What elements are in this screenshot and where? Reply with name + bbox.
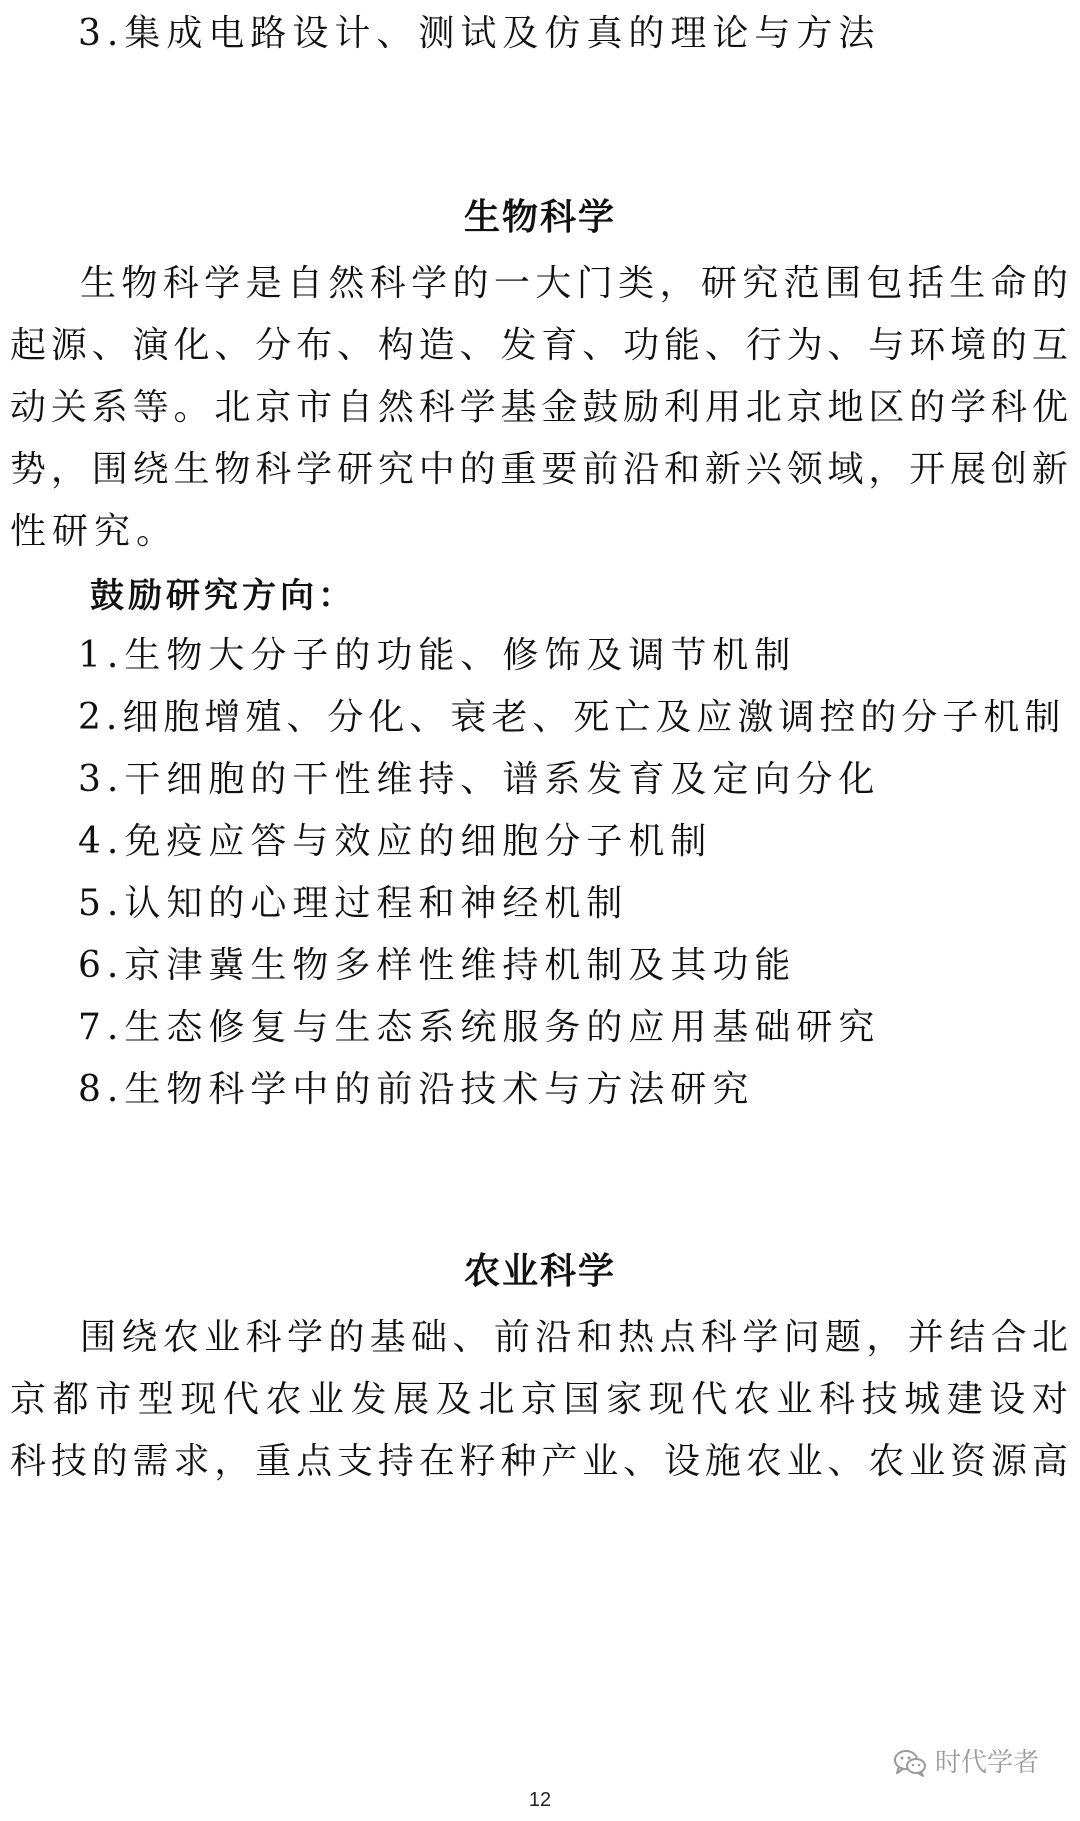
paragraph-line: 科 技 的 需 求 ， 重 点 支 持 在 籽 种 产 业 、 设 施 农 业 、 农 业 资 源 高 xyxy=(10,1441,1068,1482)
paragraph-line: 势 ， 围 绕 生 物 科 学 研 究 中 的 重 要 前 沿 和 新 兴 领 域 ， 开 展 创 新 xyxy=(10,449,1068,490)
paragraph-line: 性研究。 xyxy=(10,511,179,552)
list-item: 4.免疫应答与效应的细胞分子机制 xyxy=(78,821,713,862)
list-item: 3.干细胞的干性维持、谱系发育及定向分化 xyxy=(78,759,881,800)
paragraph-line: 京 都 市 型 现 代 农 业 发 展 及 北 京 国 家 现 代 农 业 科 技 城 建 设 对 xyxy=(10,1379,1068,1420)
paragraph-line: 围 绕 农 业 科 学 的 基 础 、 前 沿 和 热 点 科 学 问 题 ， 并 结 合 北 xyxy=(80,1317,1068,1358)
paragraph-line: 起 源 、 演 化 、 分 布 、 构 造 、 发 育 、 功 能 、 行 为 、 与 环 境 的 互 xyxy=(10,325,1068,366)
watermark-text: 时代学者 xyxy=(935,1748,1040,1778)
list-item: 6.京津冀生物多样性维持机制及其功能 xyxy=(78,945,797,986)
paragraph-line: 生 物 科 学 是 自 然 科 学 的 一 大 门 类 ， 研 究 范 围 包 括 生 命 的 xyxy=(80,263,1068,304)
list-item: 5.认知的心理过程和神经机制 xyxy=(78,883,629,924)
list-item: 3.集成电路设计、测试及仿真的理论与方法 xyxy=(78,13,881,54)
watermark xyxy=(893,1748,1039,1778)
directions-heading: 鼓励研究方向： xyxy=(90,576,356,616)
list-item: 8.生物科学中的前沿技术与方法研究 xyxy=(78,1069,755,1110)
page-number: 12 xyxy=(528,1789,552,1811)
section-title-agriculture: 农业科学 xyxy=(463,1251,616,1292)
section-title-biology: 生物科学 xyxy=(463,197,616,238)
list-item: 7.生态修复与生态系统服务的应用基础研究 xyxy=(78,1007,881,1048)
list-item: 2.细胞增殖、分化、衰老、死亡及应激调控的分子机制 xyxy=(78,697,1066,738)
wechat-icon xyxy=(893,1748,927,1778)
list-item: 1.生物大分子的功能、修饰及调节机制 xyxy=(78,635,797,676)
paragraph-line: 动 关 系 等 。 北 京 市 自 然 科 学 基 金 鼓 励 利 用 北 京 地 区 的 学 科 优 xyxy=(10,387,1068,428)
